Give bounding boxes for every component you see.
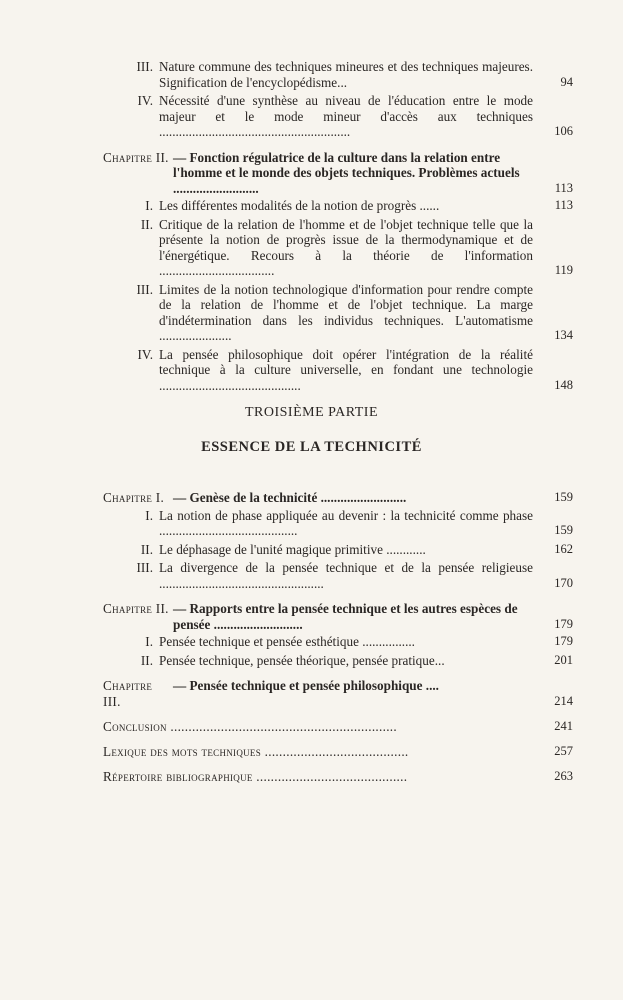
conclusion-entry [103,719,573,734]
section-title: La divergence de la pensée technique et de la pensée religieuse .................................................. [159,560,533,591]
chapter-heading [103,678,573,709]
toc-entry [103,217,573,279]
section-title: Les différentes modalités de la notion de progrès ...... [159,198,440,213]
section-number: I. [145,507,153,523]
section-number: II. [140,652,153,668]
section-title: La notion de phase appliquée au devenir : la technicité comme phase .......................................... [159,507,533,538]
section-number: I. [145,198,153,213]
section-number: III. [136,560,153,575]
chapter-label: Chapitre I. [103,490,165,505]
chapter-label: Chapitre III. [103,678,153,709]
misc-title: Répertoire bibliographique .......................................... [103,769,408,784]
toc-entry [103,198,573,214]
page-number: 159 [554,490,573,504]
page-number: 170 [554,575,573,590]
toc-entry [103,508,573,539]
part-label: TROISIÈME PARTIE [244,405,379,420]
page-number: 201 [554,652,573,667]
chapter-heading [103,150,573,197]
misc-title: Conclusion ............................................................... [103,719,397,734]
page-number: 113 [554,198,573,212]
page-number: 113 [554,180,573,195]
page-number: 179 [554,634,573,648]
page-number: 159 [554,523,573,537]
section-title: Limites de la notion technologique d'information pour rendre compte de la relation de l'homme et de l'objet technique. La marge d'indétermination dans les individus techniques. L'automatisme ...................... [159,281,533,343]
chapter-label: Chapitre II. [103,601,169,616]
bibliography-entry [103,769,573,784]
toc-entry [103,634,573,650]
section-title: Critique de la relation de l'homme et de l'objet technique telle que la présente la notion de progrès issue de la thermodynamique et de l'énergétique. Recours à la théorie de l'information ................................... [159,216,533,278]
page-number: 263 [554,769,573,783]
section-title: Pensée technique et pensée esthétique ................ [159,634,415,649]
toc-entry [103,560,573,591]
page-number: 162 [554,541,573,556]
section-title: La pensée philosophique doit opérer l'intégration de la réalité technique à la culture universelle, en fondant une technologie ........................................... [159,346,533,393]
chapter-title: — Fonction régulatrice de la culture dans la relation entre l'homme et le monde des objets techniques. Problèmes actuels .......................... [173,149,520,196]
misc-title: Lexique des mots techniques ........................................ [103,744,409,759]
page-number: 148 [554,377,573,392]
chapter-title: — Genèse de la technicité .......................... [173,490,407,505]
toc-entry [103,542,573,558]
page-number: 119 [554,263,573,277]
page-number: 134 [554,328,573,342]
page-number: 179 [554,616,573,631]
section-number: II. [140,216,153,232]
chapter-heading [103,601,573,632]
section-number: II. [140,541,153,557]
page-number: 94 [560,74,573,89]
page-number: 257 [554,744,573,758]
chapter-title: — Pensée technique et pensée philosophique .... [173,678,439,693]
page-number: 241 [554,719,573,733]
section-number: III. [136,59,153,74]
page-number: 214 [554,693,573,708]
chapter-title: — Rapports entre la pensée technique et les autres espèces de pensée ........................... [173,601,518,632]
toc-part2-block [103,59,573,396]
toc-entry [103,653,573,669]
section-number: III. [136,281,153,297]
toc-entry [103,59,573,90]
lexique-entry [103,744,573,759]
chapter-label: Chapitre II. [103,149,169,165]
section-number: IV. [137,93,153,108]
section-title: Nature commune des techniques mineures et des techniques majeures. Signification de l'encyclopédisme... [159,59,533,90]
chapter-heading [103,490,573,506]
section-title: Pensée technique, pensée théorique, pensée pratique... [159,652,445,668]
section-number: IV. [137,346,153,362]
toc-entry [103,347,573,394]
section-title: Nécessité d'une synthèse au niveau de l'éducation entre le mode majeur et le mode mineur d'accès aux techniques .......................................................... [159,93,533,139]
section-title: Le déphasage de l'unité magique primitive ............ [159,541,426,557]
toc-entry [103,282,573,344]
page-number: 106 [554,124,573,138]
toc-part3-block [103,480,573,784]
toc-entry [103,93,573,140]
part-title: ESSENCE DE LA TECHNICITÉ [201,439,422,455]
section-number: I. [145,634,153,649]
